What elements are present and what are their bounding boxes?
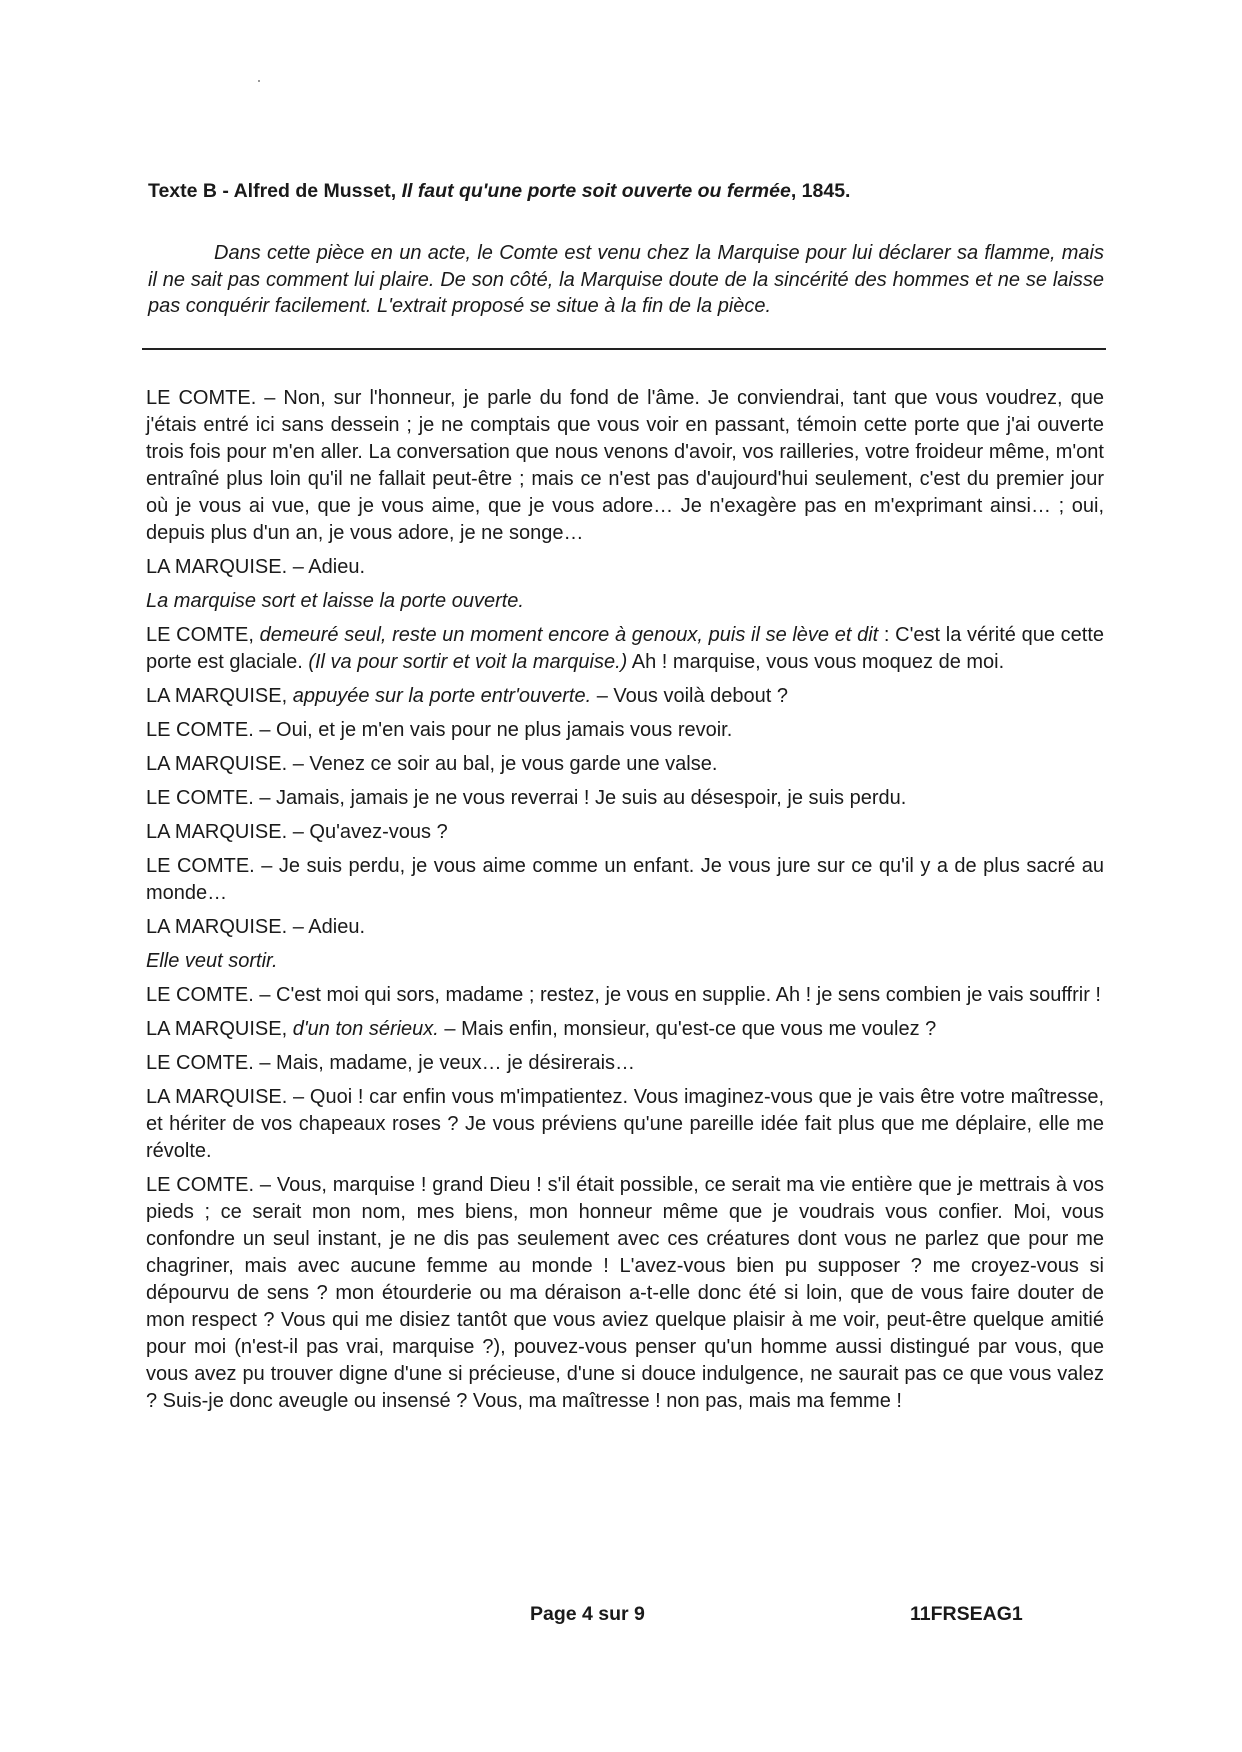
dialogue-line bbox=[146, 751, 1104, 778]
dialogue-line bbox=[146, 1172, 1104, 1415]
speech: – Jamais, jamais je ne vous reverrai ! Je suis au désespoir, je suis perdu. bbox=[253, 787, 907, 809]
dialogue-line bbox=[146, 554, 1104, 581]
speech: – Quoi ! car enfin vous m'impatientez. Vous imaginez-vous que je vais être votre maîtresse, et hériter de vos chapeaux roses ? Je vous préviens qu'une pareille idée fait plus que me déplaire, elle me révolte. bbox=[146, 1086, 1105, 1162]
dialogue-line bbox=[146, 1084, 1104, 1165]
text-heading bbox=[148, 180, 1108, 203]
speech: – Mais, madame, je veux… je désirerais… bbox=[253, 1052, 636, 1074]
dialogue-line bbox=[146, 982, 1104, 1009]
stage-text: appuyée sur la porte entr'ouverte. bbox=[292, 685, 592, 707]
speech: – Mais enfin, monsieur, qu'est-ce que vous me voulez ? bbox=[438, 1018, 937, 1040]
document-code: 11FRSEAG1 bbox=[910, 1603, 1023, 1625]
dialogue-line bbox=[146, 1016, 1104, 1043]
speech: – Non, sur l'honneur, je parle du fond de l'âme. Je conviendrai, tant que vous voudrez, que j'étais entré ici sans dessein ; je ne comptais que vous voir en passant, témoin cette porte que j'ai ouverte trois fois pour m'en aller. La conversation que nous venons d'avoir, vos railleries, votre froideur même, m'ont entraîné plus loin qu'il ne fallait peut-être ; mais ce n'est pas d'aujourd'hui seulement, c'est du premier jour où je vous ai vue, que je vous aime, que je vous adore… Je n'exagère pas en m'exprimant ainsi… ; oui, depuis plus d'un an, je vous adore, je ne songe… bbox=[146, 387, 1104, 544]
speech: – Je suis perdu, je vous aime comme un enfant. Je vous jure sur ce qu'il y a de plus sacré au monde… bbox=[146, 855, 1104, 904]
separator-rule bbox=[142, 348, 1106, 350]
speech: – C'est moi qui sors, madame ; restez, je vous en supplie. Ah ! je sens combien je vais souffrir ! bbox=[253, 984, 1101, 1006]
speech: – Venez ce soir au bal, je vous garde une valse. bbox=[287, 753, 718, 775]
stage-direction bbox=[146, 948, 1104, 975]
heading-suffix: , 1845. bbox=[790, 180, 851, 202]
speaker: LE COMTE. bbox=[146, 855, 255, 877]
speech: – Oui, et je m'en vais pour ne plus jamais vous revoir. bbox=[253, 719, 733, 741]
speaker: LA MARQUISE. bbox=[146, 1086, 288, 1108]
speaker: LA MARQUISE, bbox=[146, 1018, 293, 1040]
speaker: LE COMTE. bbox=[146, 719, 254, 741]
play-title: Il faut qu'une porte soit ouverte ou fermée bbox=[401, 180, 791, 202]
stage-text: Elle veut sortir. bbox=[146, 950, 278, 972]
speaker: LA MARQUISE. bbox=[146, 821, 288, 843]
speaker: LE COMTE, bbox=[146, 624, 260, 646]
introduction: Dans cette pièce en un acte, le Comte est venu chez la Marquise pour lui déclarer sa flamme, mais il ne sait pas comment lui plaire. De son côté, la Marquise doute de la sincérité des hommes et ne se laisse pas conquérir facilement. L'extrait proposé se situe à la fin de la pièce. bbox=[148, 242, 1104, 317]
speech: – Vous voilà debout ? bbox=[591, 685, 788, 707]
speaker: LE COMTE. bbox=[146, 1052, 254, 1074]
speaker: LA MARQUISE. bbox=[146, 753, 288, 775]
dialogue-line bbox=[146, 1050, 1104, 1077]
stage-text: (Il va pour sortir et voit la marquise.) bbox=[308, 651, 628, 673]
speaker: LE COMTE. bbox=[146, 787, 254, 809]
speaker: LA MARQUISE. bbox=[146, 556, 288, 578]
speaker: LE COMTE. bbox=[146, 387, 257, 409]
dialogue-line bbox=[146, 914, 1104, 941]
stage-text: La marquise sort et laisse la porte ouverte. bbox=[146, 590, 524, 612]
speech: – Vous, marquise ! grand Dieu ! s'il était possible, ce serait ma vie entière que je mettrais à vos pieds ; ce serait mon nom, mes biens, mon honneur même que je voudrais vous confier. Moi, vous confondre un seul instant, je ne dis pas seulement avec ces créatures dont vous ne parlez que pour me chagriner, mais avec aucune femme au monde ! L'avez-vous bien pu supposer ? me croyez-vous si dépourvu de sens ? mon étourderie ou ma déraison a-t-elle donc été si loin, que de vous faire douter de mon respect ? Vous qui me disiez tantôt que vous aviez quelque plaisir à me voir, peut-être quelque amitié pour moi (n'est-il pas vrai, marquise ?), pouvez-vous penser qu'un homme aussi distingué par vous, que vous avez pu trouver digne d'une si précieuse, d'une si douce indulgence, ne saurait pas ce que vous valez ? Suis-je donc aveugle ou insensé ? Vous, ma maîtresse ! non pas, mais ma femme ! bbox=[146, 1174, 1104, 1412]
speaker: LA MARQUISE, bbox=[146, 685, 293, 707]
speech: Ah ! marquise, vous vous moquez de moi. bbox=[627, 651, 1005, 673]
dialogue-line bbox=[146, 683, 1104, 710]
dialogue-line bbox=[146, 717, 1104, 744]
speaker: LA MARQUISE. bbox=[146, 916, 288, 938]
stage-text: demeuré seul, reste un moment encore à genoux, puis il se lève et dit bbox=[259, 624, 879, 646]
speech: – Adieu. bbox=[287, 556, 365, 578]
speech: : C'est la vérité que cette porte est glaciale. bbox=[146, 624, 1104, 673]
dialogue bbox=[146, 385, 1104, 1422]
dialogue-line bbox=[146, 853, 1104, 907]
speech: – Qu'avez-vous ? bbox=[287, 821, 448, 843]
stage-direction bbox=[146, 588, 1104, 615]
stage-text: d'un ton sérieux. bbox=[292, 1018, 439, 1040]
heading-prefix: Texte B - Alfred de Musset, bbox=[148, 180, 402, 202]
dialogue-line bbox=[146, 819, 1104, 846]
scan-speck bbox=[258, 80, 260, 82]
dialogue-line bbox=[146, 385, 1104, 547]
speaker: LE COMTE. bbox=[146, 984, 254, 1006]
page-number: Page 4 sur 9 bbox=[530, 1603, 645, 1625]
speaker: LE COMTE. bbox=[146, 1174, 255, 1196]
dialogue-line bbox=[146, 785, 1104, 812]
speech: – Adieu. bbox=[287, 916, 365, 938]
dialogue-line bbox=[146, 622, 1104, 676]
